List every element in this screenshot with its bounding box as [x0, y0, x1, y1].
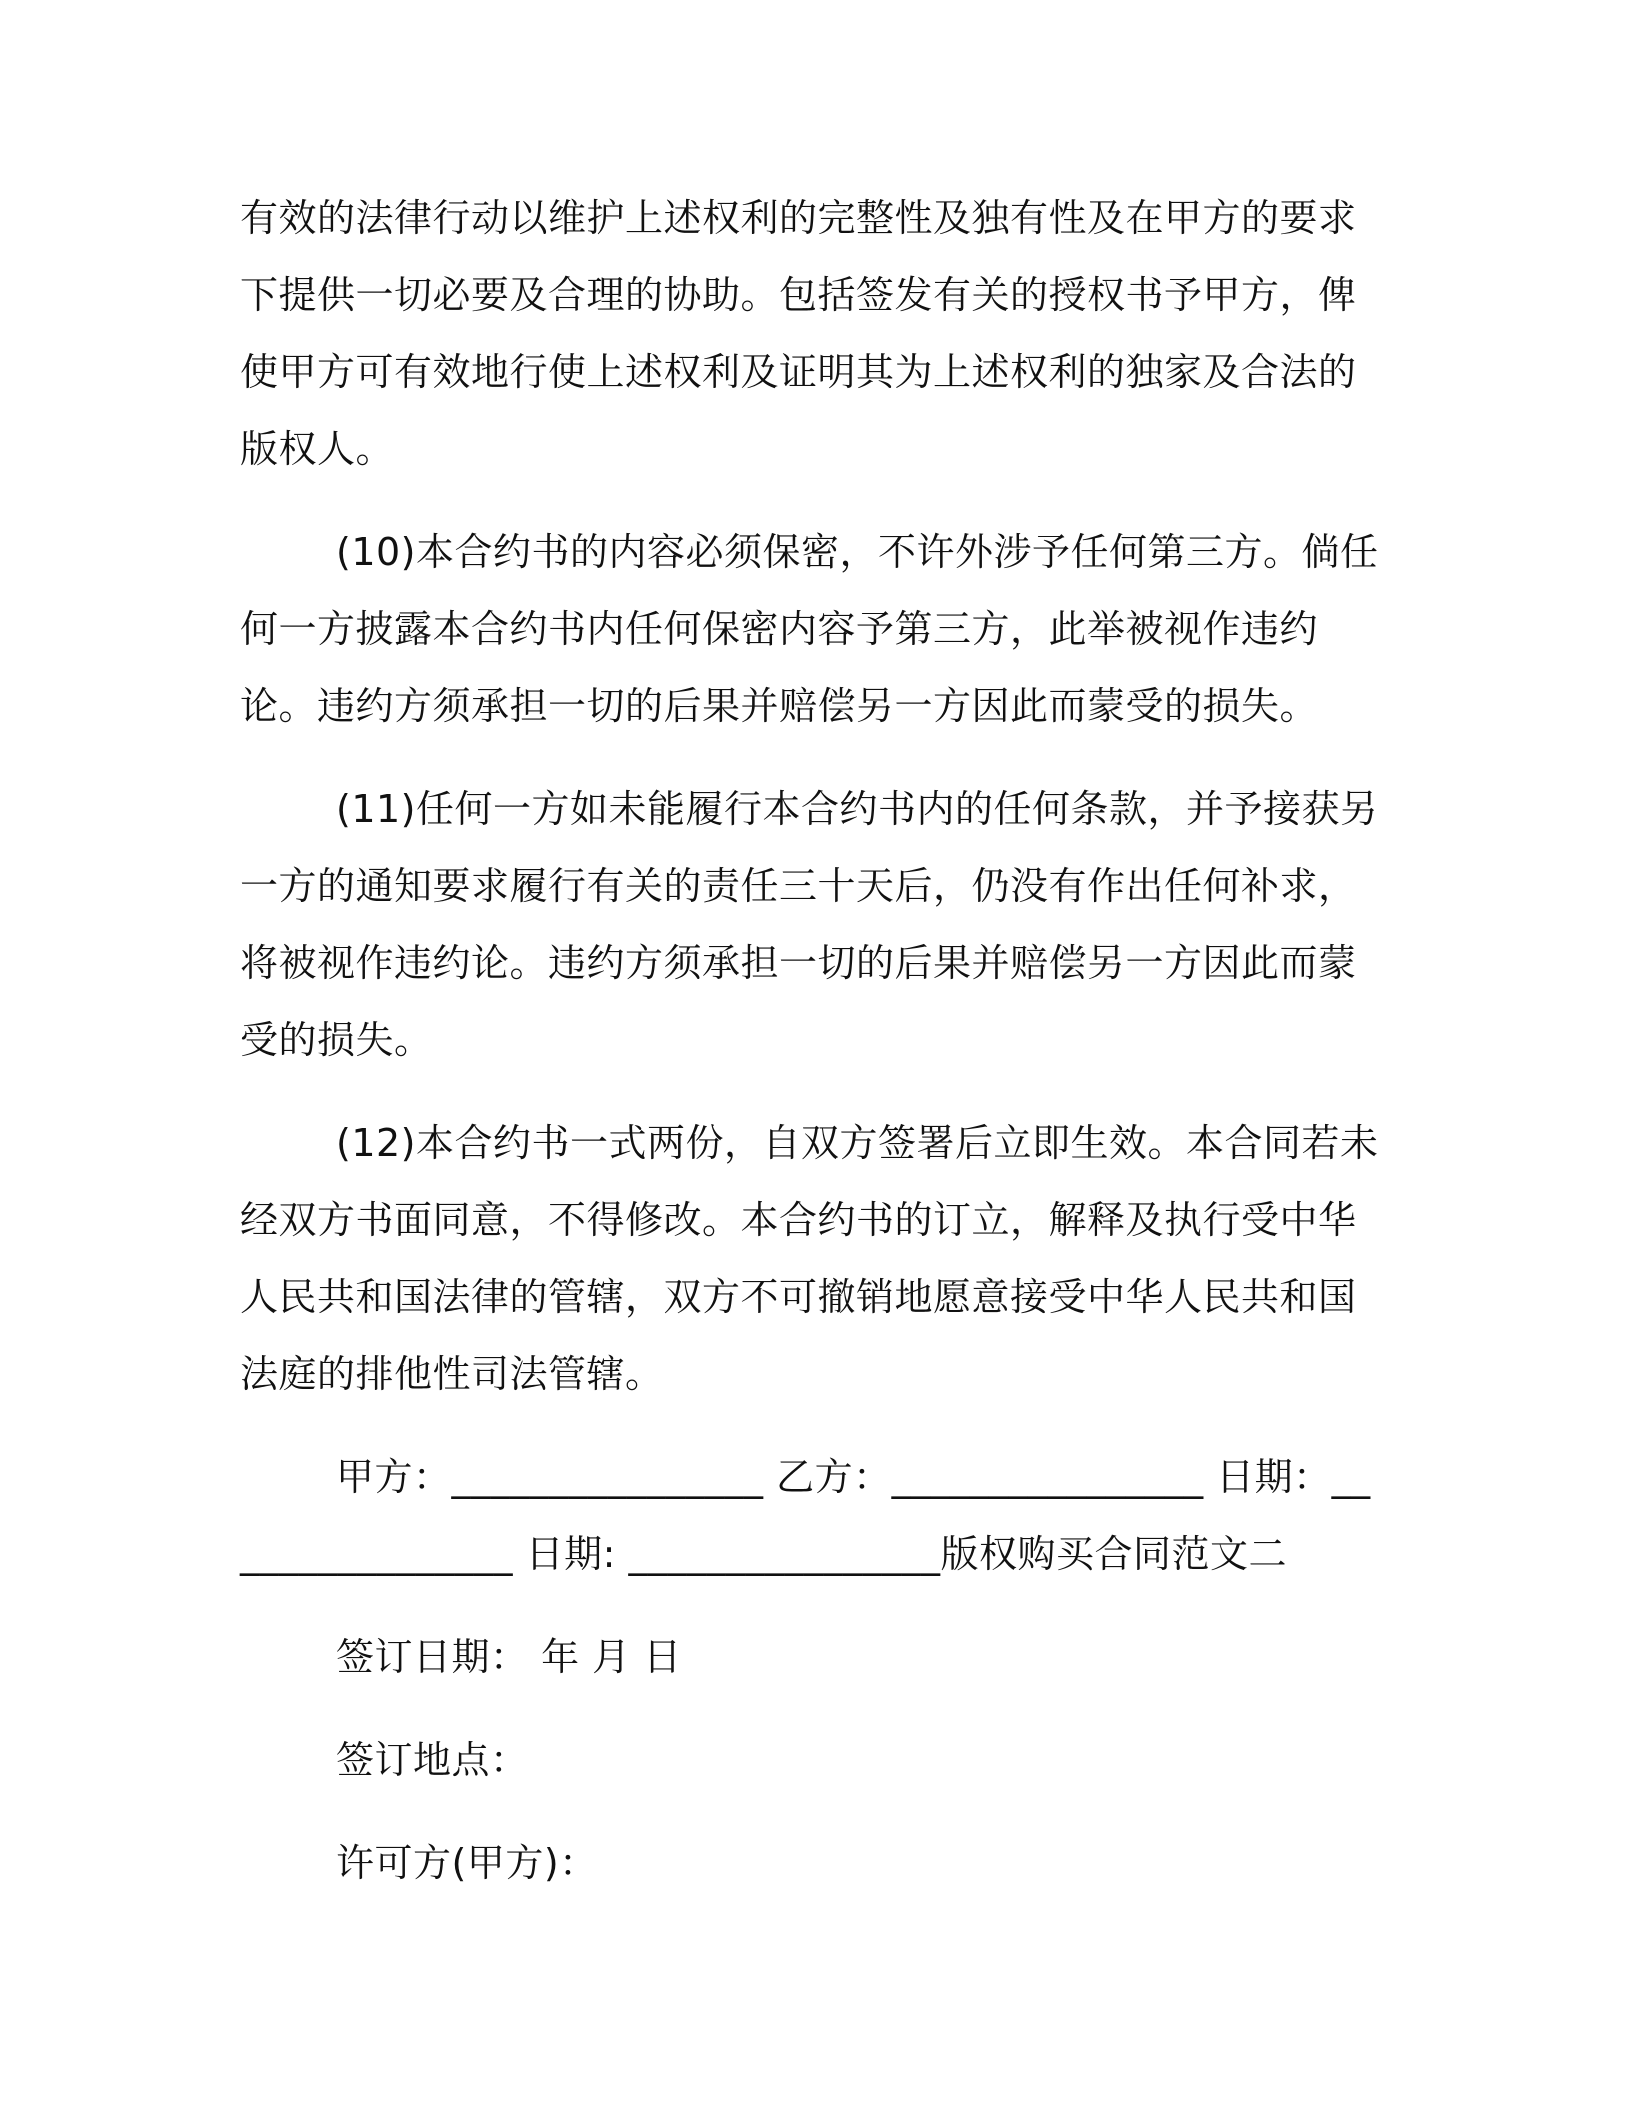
document-body [240, 180, 1390, 1928]
paragraph-clause-10: (10)本合约书的内容必须保密，不许外涉予任何第三方。倘任何一方披露本合约书内任何保密内容予第三方，此举被视作违约论。违约方须承担一切的后果并赔偿另一方因此而蒙受的损失。 [240, 530, 1379, 728]
signing-place: 签订地点： [336, 1738, 529, 1782]
paragraph-clause-12: (12)本合约书一式两份，自双方签署后立即生效。本合同若未经双方书面同意，不得修改。本合约书的订立，解释及执行受中华人民共和国法律的管辖，双方不可撤销地愿意接受中华人民共和国法庭的排他性司法管辖。 [240, 1121, 1379, 1396]
signature-line: 甲方：________________ 乙方：________________ 日期：________________ 日期: ________________版权购买合同范文二 [240, 1455, 1371, 1576]
signing-date: 签订日期： 年 月 日 [336, 1635, 682, 1679]
paragraph-continued: 有效的法律行动以维护上述权利的完整性及独有性及在甲方的要求下提供一切必要及合理的协助。包括签发有关的授权书予甲方，俾使甲方可有效地行使上述权利及证明其为上述权利的独家及合法的版权人。 [240, 196, 1357, 471]
paragraph-clause-11: (11)任何一方如未能履行本合约书内的任何条款，并予接获另一方的通知要求履行有关的责任三十天后，仍没有作出任何补求，将被视作违约论。违约方须承担一切的后果并赔偿另一方因此而蒙受的损失。 [240, 787, 1379, 1062]
licensor-party: 许可方(甲方)： [336, 1841, 598, 1885]
